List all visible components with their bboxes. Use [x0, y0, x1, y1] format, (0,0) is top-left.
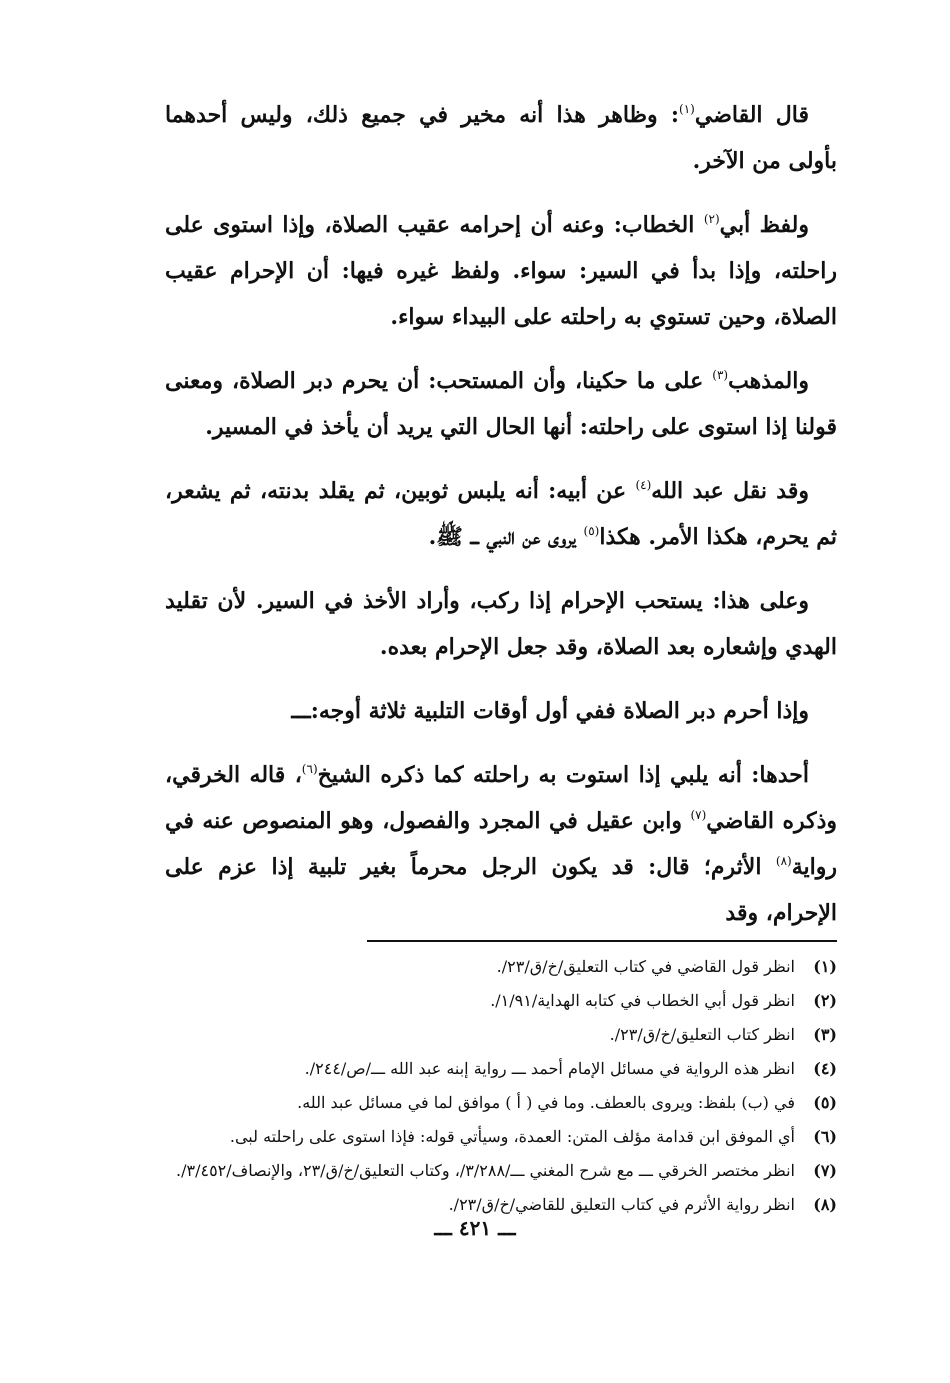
footnote-ref-3[interactable]: (٣) [712, 368, 729, 382]
footnote-ref-2[interactable]: (٢) [703, 212, 720, 226]
footnote-8: (٨) انظر رواية الأثرم في كتاب التعليق للقاضي/خ/ق/٢٣/. [448, 1195, 837, 1214]
footnote-ref-5[interactable]: (٥) [583, 524, 600, 538]
paragraph-4: وقد نقل عبد الله$^{(٤)}$ عن أبيه: أنه يلبس ثوبين، ثم يقلد بدنته، ثم يشعر، ثم يحرم، هكذا الأمر. هكذا$^{(٥)}$ يروى عن النبي ـــ ﷺ. [165, 478, 837, 550]
footnote-ref-6[interactable]: (٦) [301, 762, 318, 776]
footnote-ref-4[interactable]: (٤) [635, 478, 652, 492]
paragraph-7: أحدها: أنه يلبي إذا استوت به راحلته كما ذكره الشيخ$^{(٦)}$، قاله الخرقي، وذكره القاضي$^{(٧)}$ وابن عقيل في المجرد والفصول، وهو المنصوص عنه في رواية$^{(٨)}$ الأثرم؛ قال: قد يكون الرجل محرماً بغير تلبية إذا عزم على الإحرام، وقد [165, 762, 837, 926]
footnote-4: (٤) انظر هذه الرواية في مسائل الإمام أحمد ـــ رواية إبنه عبد الله ـــ/ص/٢٤٤/. [304, 1059, 837, 1078]
paragraph-2: ولفظ أبي$^{(٢)}$ الخطاب: وعنه أن إحرامه عقيب الصلاة، وإذا استوى على راحلته، وإذا بدأ في السير: سواء. ولفظ غيره فيها: أن الإحرام عقيب الصلاة، وحين تستوي به راحلته على البيداء سواء. [165, 212, 837, 330]
footnote-2: (٢) انظر قول أبي الخطاب في كتابه الهداية/١/٩١/. [490, 991, 837, 1010]
page-content [165, 92, 837, 1224]
paragraph-6: وإذا أحرم دبر الصلاة ففي أول أوقات التلبية ثلاثة أوجه:ـــ [291, 698, 809, 724]
footnote-divider [367, 940, 837, 942]
footnote-1: (١) انظر قول القاضي في كتاب التعليق/خ/ق/٢٣/. [496, 957, 837, 976]
paragraph-3: والمذهب$^{(٣)}$ على ما حكينا، وأن المستحب: أن يحرم دبر الصلاة، ومعنى قولنا إذا استوى على راحلته: أنها الحال التي يريد أن يأخذ في المسير. [165, 368, 837, 440]
paragraph-5: وعلى هذا: يستحب الإحرام إذا ركب، وأراد الأخذ في السير. لأن تقليد الهدي وإشعاره بعد الصلاة، وقد جعل الإحرام بعده. [165, 588, 837, 660]
main-text [165, 92, 837, 936]
footnote-5: (٥) في (ب) بلفظ: ويروى بالعطف. وما في ( أ ) موافق لما في مسائل عبد الله. [297, 1093, 837, 1112]
footnote-6: (٦) أي الموفق ابن قدامة مؤلف المتن: العمدة، وسيأتي قوله: فإذا استوى على راحلته لبى. [229, 1127, 837, 1146]
footnote-ref-7[interactable]: (٧) [690, 808, 707, 822]
footnote-7: (٧) انظر مختصر الخرقي ـــ مع شرح المغني ـــ/٣/٢٨٨/، وكتاب التعليق/خ/ق/٢٣، والإنصاف/٣/٤٥٢/. [176, 1161, 837, 1180]
footnotes [165, 952, 837, 1220]
footnote-ref-1[interactable]: (١) [679, 102, 695, 116]
footnote-3: (٣) انظر كتاب التعليق/خ/ق/٢٣/. [609, 1025, 837, 1044]
footnote-ref-8[interactable]: (٨) [775, 854, 792, 868]
paragraph-1: قال القاضي$^{(١)}$: وظاهر هذا أنه مخير في جميع ذلك، وليس أحدهما بأولى من الآخر. [165, 102, 837, 174]
page-number: ـــ ٤٢١ ـــ [434, 1216, 516, 1240]
